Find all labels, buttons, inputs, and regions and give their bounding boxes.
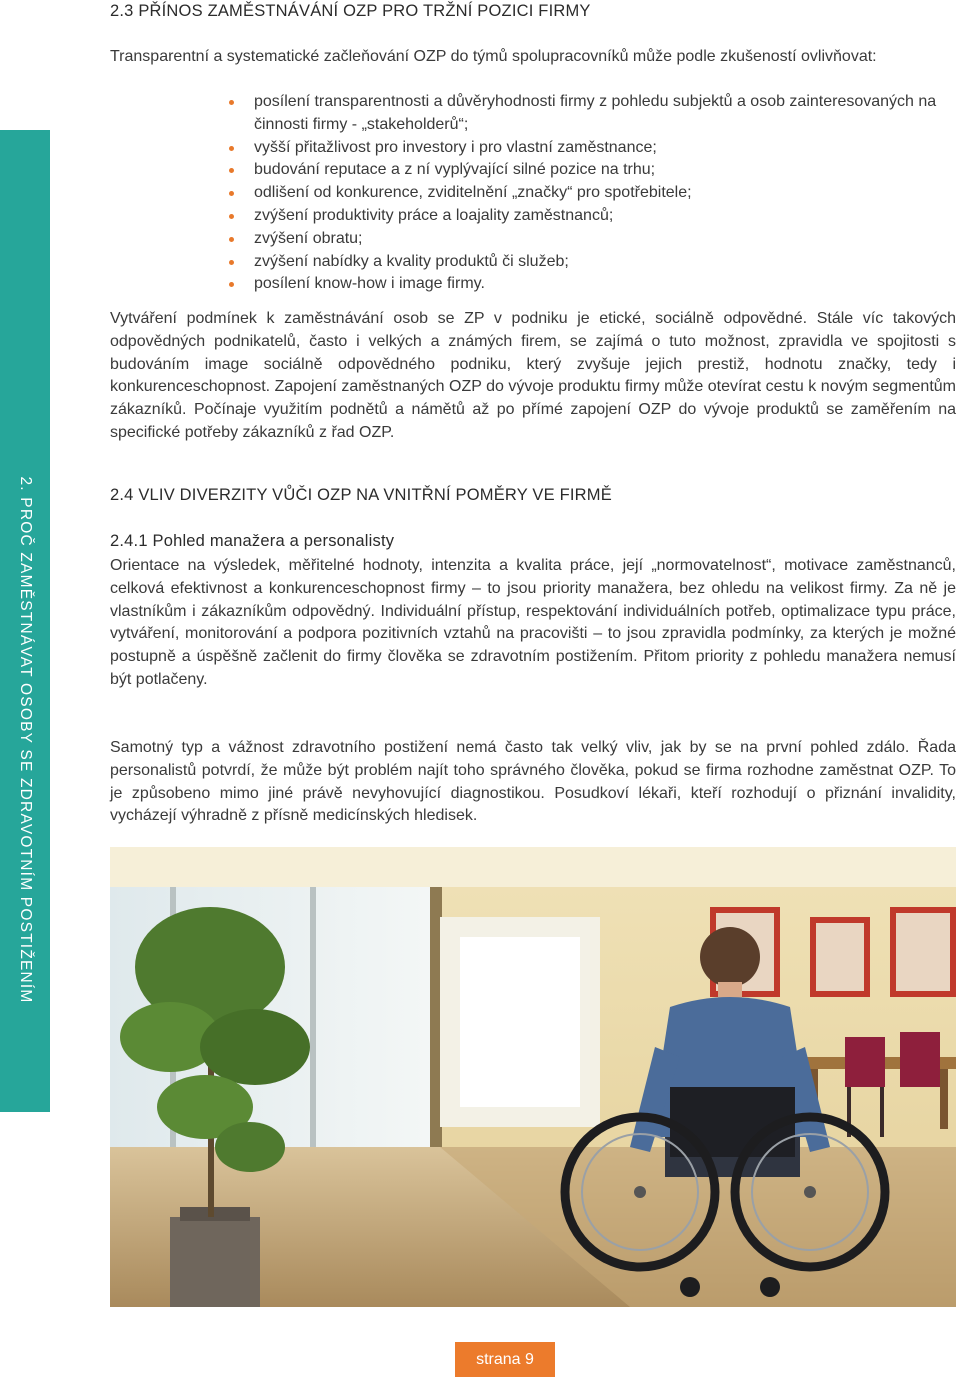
list-item: zvýšení obratu;	[254, 228, 956, 251]
bullet-icon	[229, 146, 234, 151]
list-item: zvýšení produktivity práce a loajality zaměstnanců;	[254, 205, 956, 228]
section-2-4-1-subheading: 2.4.1 Pohled manažera a personalisty	[110, 532, 395, 550]
section-2-3-intro: Transparentní a systematické začleňování OZP do týmů spolupracovníků může podle zkušeností ovlivňovat:	[110, 48, 877, 65]
chapter-title-vertical: 2. PROČ ZAMĚSTNÁVAT OSOBY SE ZDRAVOTNÍM POSTIŽENÍM	[17, 476, 34, 1004]
list-item: posílení know-how i image firmy.	[254, 273, 956, 296]
section-2-4-heading: 2.4 VLIV DIVERZITY VŮČI OZP NA VNITŘNÍ POMĚRY VE FIRMĚ	[110, 486, 612, 504]
bullet-icon	[229, 100, 234, 105]
bullet-icon	[229, 282, 234, 287]
section-2-4-1-paragraph-1: Orientace na výsledek, měřitelné hodnoty, intenzita a kvalita práce, její „normovatelnost“, motivace zaměstnanců, celková efektivnost a konkurenceschopnost firmy – to jsou priority manažera, bez ohledu na velikost firmy. Za ně je vlastníkům i zákazníkům odpovědný. Individuální přístup, respektování individuálních potřeb, optimalizace typu práce, vytváření, monitorování a podpora pozitivních vztahů na pracovišti – to jsou zpravidla podmínky, za kterých je možné postupně a úspěšně začlenit do firmy člověka se zdravotním postižením. Přitom priority z pohledu manažera nemusí být potlačeny.	[110, 557, 956, 688]
benefits-list	[254, 91, 956, 296]
list-item: vyšší přitažlivost pro investory i pro vlastní zaměstnance;	[254, 137, 956, 160]
bullet-icon	[229, 237, 234, 242]
bullet-icon	[229, 214, 234, 219]
section-2-3-heading: 2.3 PŘÍNOS ZAMĚSTNÁVÁNÍ OZP PRO TRŽNÍ POZICI FIRMY	[110, 2, 591, 20]
office-wheelchair-photo	[110, 847, 956, 1307]
bullet-icon	[229, 168, 234, 173]
list-item: odlišení od konkurence, zviditelnění „značky“ pro spotřebitele;	[254, 182, 956, 205]
section-2-3-paragraph: Vytváření podmínek k zaměstnávání osob se ZP v podniku je etické, sociálně odpovědné. Stále víc takových odpovědných podnikatelů, často i velkých a známých firem, se zajímá o tuto možnost, zpravidla ve spojitosti s budováním image sociálně odpovědného podniku, který zvyšuje jejich prestiž, hodnotu značky, tedy i konkurenceschopnost. Zapojení zaměstnaných OZP do vývoje produktu firmy může otevírat cestu k novým segmentům zákazníků. Počínaje využitím podnětů a námětů až po přímé zapojení OZP do vývoje produktů se zaměřením na specifické potřeby zákazníků z řad OZP.	[110, 310, 956, 441]
list-item: budování reputace a z ní vyplývající silné pozice na trhu;	[254, 159, 956, 182]
section-2-4-1-paragraph-2: Samotný typ a vážnost zdravotního postižení nemá často tak velký vliv, jak by se na první pohled zdálo. Řada personalistů potvrdí, že může být problém najít toho správného člověka, pokud se firma rozhodne zaměstnat OZP. To je způsobeno mimo jiné právě nevyhovující diagnostikou. Posudkoví lékaři, kteří rozhodují o přiznání invalidity, vycházejí výhradně z přísně medicínských hledisek.	[110, 739, 956, 825]
chapter-sidebar	[0, 130, 50, 1112]
bullet-icon	[229, 260, 234, 265]
page-number-label: strana 9	[476, 1350, 534, 1368]
page-number-badge	[455, 1342, 555, 1377]
bullet-icon	[229, 191, 234, 196]
list-item: zvýšení nabídky a kvality produktů či služeb;	[254, 251, 956, 274]
list-item: posílení transparentnosti a důvěryhodnosti firmy z pohledu subjektů a osob zainteresovaných na činnosti firmy - „stakeholderů“;	[254, 91, 956, 137]
